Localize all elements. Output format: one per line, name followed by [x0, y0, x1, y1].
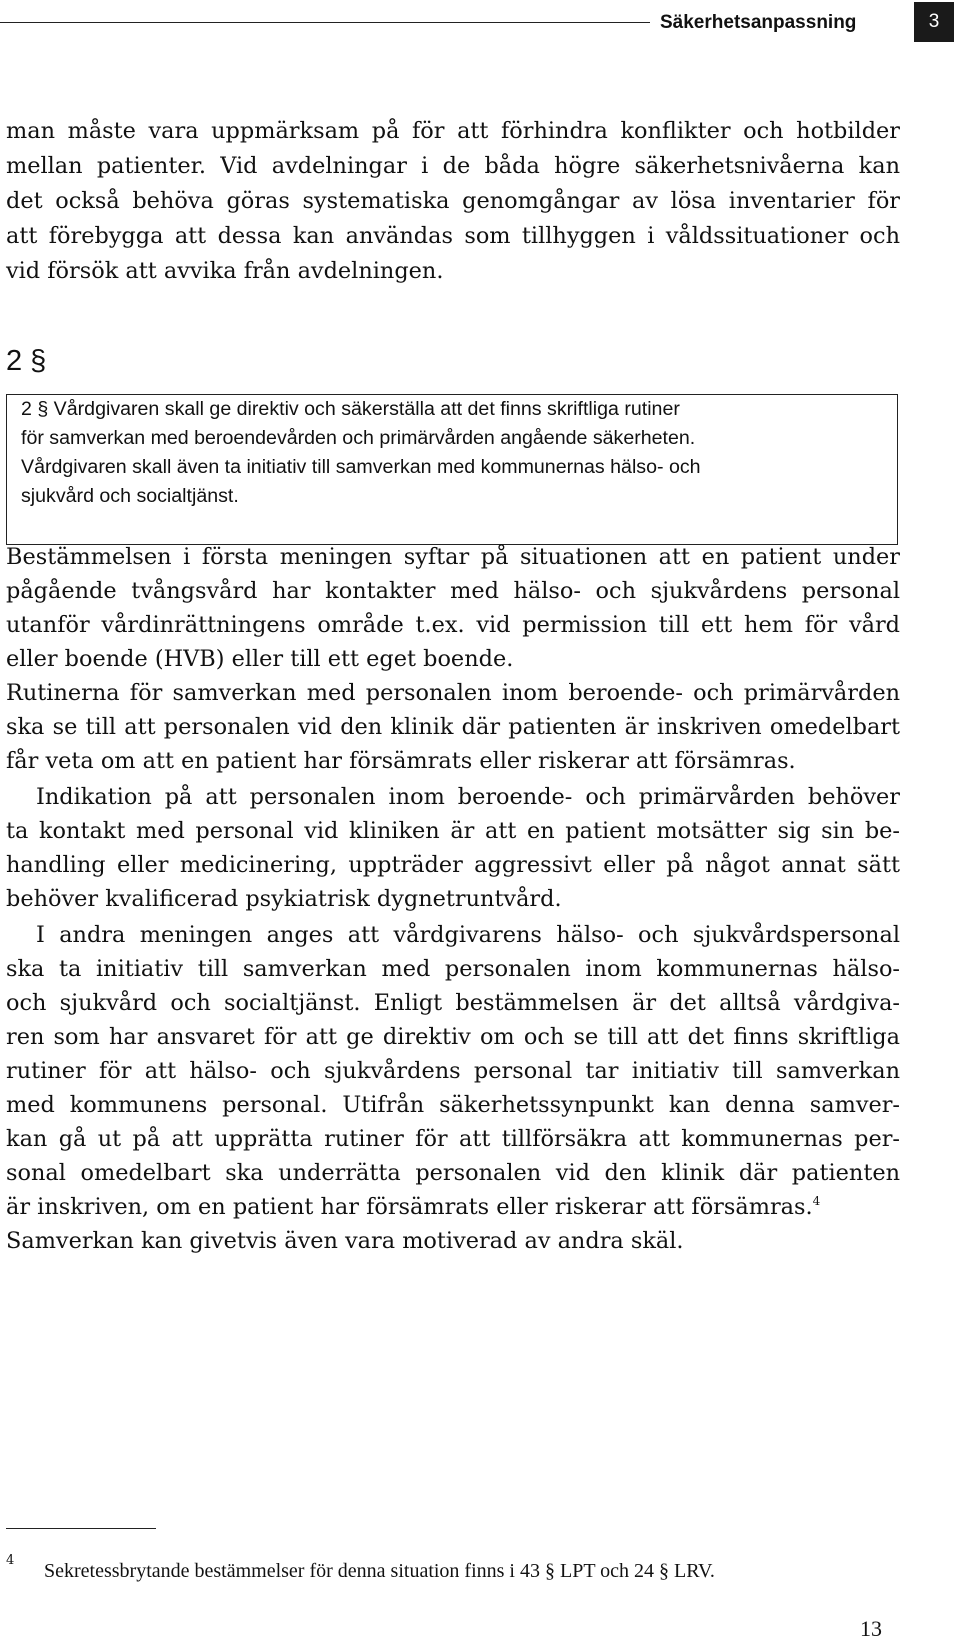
footnote-reference[interactable]: 4 — [812, 1194, 821, 1208]
law-text-line: sjukvård och socialtjänst. — [21, 485, 239, 507]
footnote-text: Sekretessbrytande bestämmelser för denna situation finns i 43 § LPT och 24 § LRV. — [44, 1560, 715, 1582]
section-heading: 2 § — [6, 345, 47, 377]
text-line: mellan patienter. Vid avdelningar i de båda högre säkerhetsnivåerna kan — [6, 153, 900, 179]
text-line-content: är inskriven, om en patient har försämrats eller riskerar att försämras. — [6, 1194, 813, 1220]
law-text-line: 2 § Vårdgivaren skall ge direktiv och säkerställa att det finns skriftliga rutiner — [21, 398, 680, 420]
text-line: ska se till att personalen vid den klinik där patienten är inskriven omedelbart — [6, 714, 900, 740]
text-line — [6, 1190, 820, 1225]
text-line: det också behöva göras systematiska genomgångar av lösa inventarier för — [6, 188, 900, 214]
text-line: behöver kvalificerad psykiatrisk dygnetruntvård. — [6, 886, 562, 912]
text-line: kan gå ut på att upprätta rutiner för att tillförsäkra att kommunernas per- — [6, 1126, 900, 1152]
text-line: eller boende (HVB) eller till ett eget boende. — [6, 646, 514, 672]
text-line: utanför vårdinrättningens område t.ex. vid permission till ett hem för vård — [6, 612, 900, 638]
page-number: 13 — [860, 1616, 882, 1641]
text-line: med kommunens personal. Utifrån säkerhetssynpunkt kan denna samver- — [6, 1092, 900, 1118]
text-line: pågående tvångsvård har kontakter med hälso- och sjukvårdens personal — [6, 578, 900, 604]
text-line: I andra meningen anges att vårdgivarens hälso- och sjukvårdspersonal — [36, 922, 900, 948]
header-rule — [0, 22, 650, 23]
text-line: rutiner för att hälso- och sjukvårdens personal tar initiativ till samverkan — [6, 1058, 900, 1084]
text-line: vid försök att avvika från avdelningen. — [6, 258, 444, 284]
text-line: får veta om att en patient har försämrats eller riskerar att försämras. — [6, 748, 796, 774]
text-line: handling eller medicinering, uppträder aggressivt eller på något annat sätt — [6, 852, 900, 878]
text-line: Rutinerna för samverkan med personalen inom beroende- och primärvården — [6, 680, 900, 706]
text-line: Samverkan kan givetvis även vara motiverad av andra skäl. — [6, 1228, 684, 1254]
chapter-number-badge: 3 — [914, 2, 954, 42]
text-line: Indikation på att personalen inom beroende- och primärvården behöver — [36, 784, 900, 810]
law-text-line: Vårdgivaren skall även ta initiativ till samverkan med kommunernas hälso- och — [21, 456, 701, 478]
text-line: och sjukvård och socialtjänst. Enligt bestämmelsen är det alltså vårdgiva- — [6, 990, 900, 1016]
text-line: man måste vara uppmärksam på för att förhindra konflikter och hotbilder — [6, 118, 900, 144]
text-line: ta kontakt med personal vid kliniken är att en patient motsätter sig sin be- — [6, 818, 900, 844]
text-line: att förebygga att dessa kan användas som tillhyggen i våldssituationer och — [6, 223, 900, 249]
text-line: ren som har ansvaret för att ge direktiv om och se till att det finns skriftliga — [6, 1024, 900, 1050]
law-text-box — [6, 394, 898, 545]
law-text-line: för samverkan med beroendevården och primärvården angående säkerheten. — [21, 427, 696, 449]
text-line: Bestämmelsen i första meningen syftar på situationen att en patient under — [6, 544, 900, 570]
running-header-title: Säkerhetsanpassning — [660, 12, 857, 33]
footnote-number: 4 — [6, 1553, 15, 1568]
text-line: ska ta initiativ till samverkan med personalen inom kommunernas hälso- — [6, 956, 900, 982]
text-line: sonal omedelbart ska underrätta personalen vid den klinik där patienten — [6, 1160, 900, 1186]
footnote-rule — [6, 1528, 156, 1529]
